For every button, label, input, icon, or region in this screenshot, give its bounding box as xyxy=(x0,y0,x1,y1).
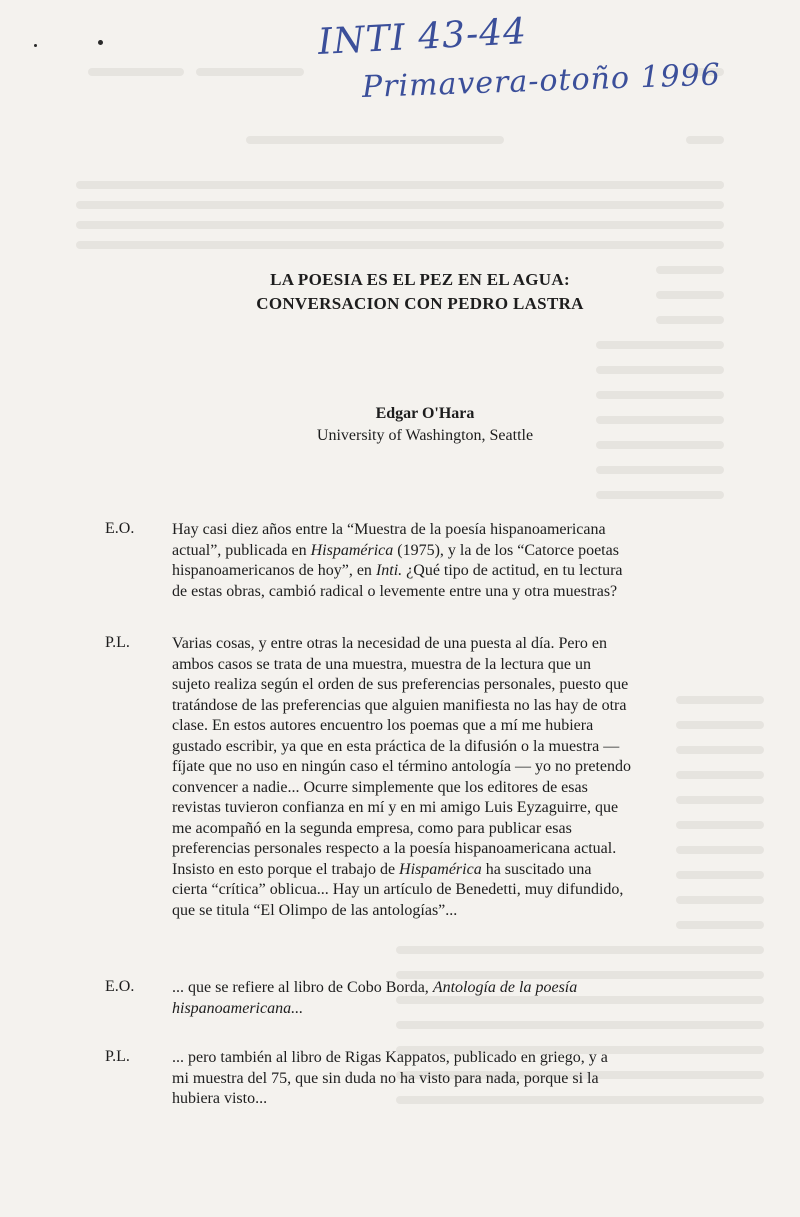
speaker-label: P.L. xyxy=(105,634,130,651)
text-line: me acompañó en la segunda empresa, como para publicar esas xyxy=(172,819,572,837)
text-line: ambos casos se trata de una muestra, muestra de la lectura que un xyxy=(172,655,591,673)
text-line: clase. En estos autores encuentro los poemas que a mí me hubiera xyxy=(172,717,594,734)
text-line: actual”, publicada en Hispamérica (1975), y la de los “Catorce poetas xyxy=(172,541,619,559)
text-line: fíjate que no uso en ningún caso el término antología — yo no pretendo xyxy=(172,758,631,775)
text-line: Insisto en esto porque el trabajo de Hispamérica ha suscitado una xyxy=(172,860,592,878)
text-line: mi muestra del 75, que sin duda no ha visto para nada, porque si la xyxy=(172,1069,599,1087)
text-line: convencer a nadie... Ocurre simplemente que los editores de esas xyxy=(172,778,588,796)
text-line: Hay casi diez años entre la “Muestra de la poesía hispanoamericana xyxy=(172,521,606,538)
text-line: preferencias personales respecto a la poesía hispanoamericana actual. xyxy=(172,840,617,857)
text-line: ... pero también al libro de Rigas Kappatos, publicado en griego, y a xyxy=(172,1049,608,1066)
author-affiliation: University of Washington, Seattle xyxy=(316,427,534,444)
article-title-line-1: LA POESIA ES EL PEZ EN EL AGUA: xyxy=(270,270,570,289)
text-line: Varias cosas, y entre otras la necesidad de una puesta al día. Pero en xyxy=(172,635,607,652)
dialogue-paragraph xyxy=(172,520,744,602)
author-name: Edgar O'Hara xyxy=(375,405,475,422)
text-line: tratándose de las preferencias que alguien manifiesta no las hay de otra xyxy=(172,696,627,714)
text-line: gustado escribir, ya que en esta práctica de la difusión o la muestra — xyxy=(172,737,620,755)
dialogue-paragraph xyxy=(172,634,744,921)
text-line: revistas tuvieron confianza en mí y en mi amigo Luis Eyzaguirre, que xyxy=(172,799,619,816)
handwritten-issue-note: INTI 43-44 xyxy=(316,11,528,63)
text-line: ... que se refiere al libro de Cobo Borda, Antología de la poesía xyxy=(172,979,578,996)
text-line: hubiera visto... xyxy=(172,1090,268,1107)
speaker-label: E.O. xyxy=(105,978,135,995)
article-title-line-2: CONVERSACION CON PEDRO LASTRA xyxy=(256,294,584,313)
speaker-label: P.L. xyxy=(105,1048,130,1065)
text-line: que se titula “El Olimpo de las antologías”... xyxy=(172,901,458,919)
speaker-label: E.O. xyxy=(105,520,135,537)
speck-mark xyxy=(34,44,37,47)
text-line: hispanoamericana... xyxy=(172,999,304,1017)
text-line: hispanoamericanos de hoy”, en Inti. ¿Qué tipo de actitud, en tu lectura xyxy=(172,562,623,579)
text-line: cierta “crítica” oblicua... Hay un artículo de Benedetti, muy difundido, xyxy=(172,881,624,898)
dialogue-paragraph xyxy=(172,978,744,1019)
dialogue-paragraph xyxy=(172,1048,744,1110)
speck-mark xyxy=(98,40,103,45)
handwritten-date-note: Primavera-otoño 1996 xyxy=(361,57,722,105)
text-line: sujeto realiza según el orden de sus preferencias personales, puesto que xyxy=(172,676,629,693)
text-line: de estas obras, cambió radical o levemente entre una y otra muestras? xyxy=(172,582,618,600)
